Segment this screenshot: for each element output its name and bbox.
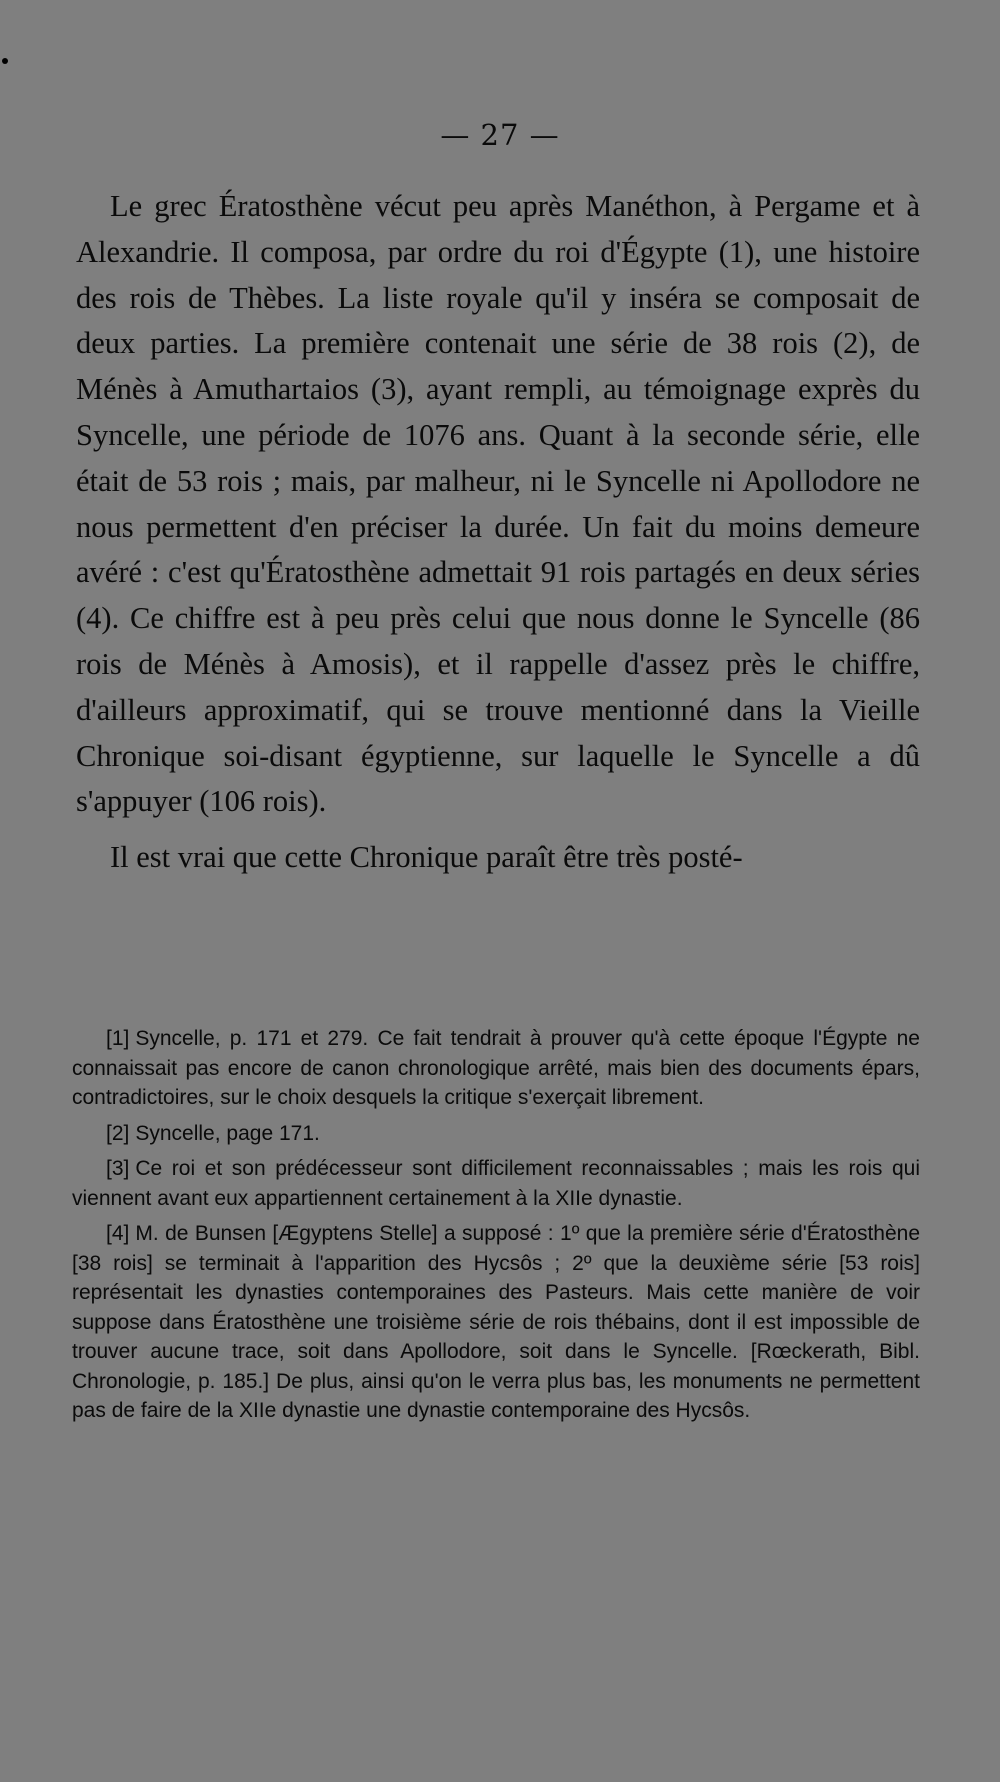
footnote [72, 1119, 920, 1149]
footnote-marker: [4] [106, 1222, 130, 1245]
footnote-text: M. de Bunsen [Ægyptens Stelle] a supposé : 1º que la première série d'Ératosthène [38 rois] se terminait à l'apparition des Hycsôs ; 2º que la deuxième série [53 rois] représentait les dynasties contemporaines des Pasteurs. Mais cette manière de voir suppose dans Ératosthène une troisième série de rois thébains, dont il est impossible de trouver aucune trace, soit dans Apollodore, soit dans le Syncelle. [Rœckerath, Bibl. Chronologie, p. 185.] De plus, ainsi qu'on le verra plus bas, les monuments ne permettent pas de faire de la XIIe dynastie une dynastie contemporaine des Hycsôs. [72, 1222, 920, 1422]
footnote [72, 1024, 920, 1113]
footnote-text: Syncelle, p. 171 et 279. Ce fait tendrait à prouver qu'à cette époque l'Égypte ne connaissait pas encore de canon chronologique arrêté, mais bien des documents épars, contradictoires, sur le choix desquels la critique s'exerçait librement. [72, 1027, 920, 1109]
paragraph: Il est vrai que cette Chronique paraît être très posté- [110, 840, 743, 875]
footnote-marker: [2] [106, 1121, 130, 1145]
footnote [72, 1154, 920, 1213]
footnote-marker: [1] [106, 1027, 130, 1050]
footnote-text: Ce roi et son prédécesseur sont difficilement reconnaissables ; mais les rois qui viennent avant eux appartiennent certainement à la XIIe dynastie. [72, 1157, 920, 1210]
footnote-marker: [3] [106, 1157, 130, 1180]
footnote-text: Syncelle, page 171. [135, 1121, 320, 1145]
footnotes [72, 1024, 920, 1432]
stray-ink-dot [2, 58, 8, 64]
main-text [76, 184, 920, 881]
page-number: — 27 — [440, 118, 560, 152]
paragraph: Le grec Ératosthène vécut peu après Manéthon, à Pergame et à Alexandrie. Il composa, par ordre du roi d'Égypte (1), une histoire des rois de Thèbes. La liste royale qu'il y inséra se composait de deux parties. La première contenait une série de 38 rois (2), de Ménès à Amuthartaios (3), ayant rempli, au témoignage exprès du Syncelle, une période de 1076 ans. Quant à la seconde série, elle était de 53 rois ; mais, par malheur, ni le Syncelle ni Apollodore ne nous permettent d'en préciser la durée. Un fait du moins demeure avéré : c'est qu'Ératosthène admettait 91 rois partagés en deux séries (4). Ce chiffre est à peu près celui que nous donne le Syncelle (86 rois de Ménès à Amosis), et il rappelle d'assez près le chiffre, d'ailleurs approximatif, qui se trouve mentionné dans la Vieille Chronique soi-disant égyptienne, sur laquelle le Syncelle a dû s'appuyer (106 rois). [76, 189, 920, 819]
footnote [72, 1219, 920, 1426]
